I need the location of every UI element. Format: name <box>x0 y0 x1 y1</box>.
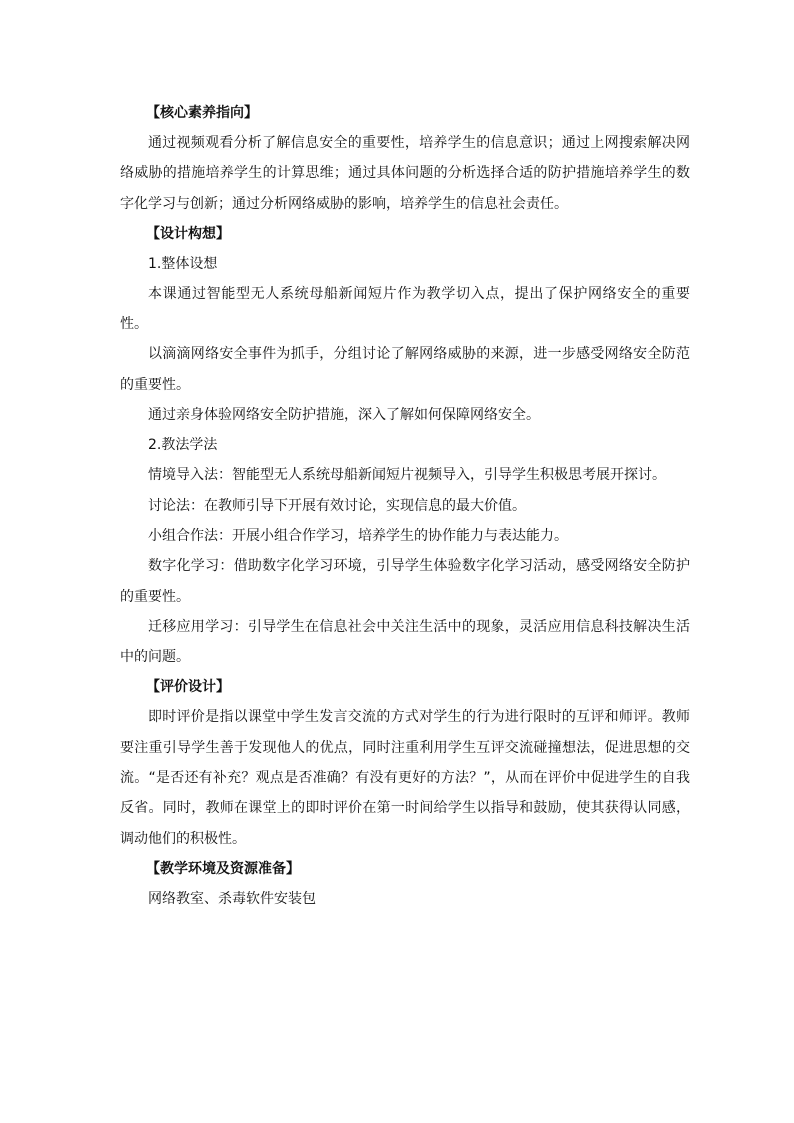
document-content <box>120 98 690 914</box>
design-paragraph-2: 以滴滴网络安全事件为抓手，分组讨论了解网络威胁的来源，进一步感受网络安全防范的重要性。 <box>120 346 690 393</box>
method-paragraph-4: 数字化学习：借助数字化学习环境，引导学生体验数字化学习活动，感受网络安全防护的重要性。 <box>120 558 690 605</box>
section-heading-environment: 【教学环境及资源准备】 <box>146 860 300 877</box>
method-paragraph-3: 小组合作法：开展小组合作学习，培养学生的协作能力与表达能力。 <box>148 527 568 544</box>
section-heading-design-concept: 【设计构想】 <box>146 225 230 242</box>
design-paragraph-3: 通过亲身体验网络安全防护措施，深入了解如何保障网络安全。 <box>148 407 540 424</box>
evaluation-paragraph: 即时评价是指以课堂中学生发言交流的方式对学生的行为进行限时的互评和师评。教师要注重引导学生善于发现他人的优点，同时注重利用学生互评交流碰撞想法，促进思想的交流。“是否还有补充？观点是否准确？有没有更好的方法？”，从而在评价中促进学生的自我反省。同时，教师在课堂上的即时评价在第一时间给学生以指导和鼓励，使其获得认同感，调动他们的积极性。 <box>120 709 690 847</box>
subheading-overall-idea: 1.整体设想 <box>148 255 218 272</box>
subheading-teaching-methods: 2.教法学法 <box>148 437 218 454</box>
section-heading-core-literacy: 【核心素养指向】 <box>146 105 258 121</box>
design-paragraph-1: 本课通过智能型无人系统母船新闻短片作为教学切入点，提出了保护网络安全的重要性。 <box>120 285 690 333</box>
section-heading-evaluation: 【评价设计】 <box>146 679 230 696</box>
method-paragraph-5: 迁移应用学习：引导学生在信息社会中关注生活中的现象，灵活应用信息科技解决生活中的问题。 <box>120 618 690 666</box>
core-literacy-paragraph: 通过视频观看分析了解信息安全的重要性，培养学生的信息意识；通过上网搜索解决网络威胁的措施培养学生的计算思维；通过具体问题的分析选择合适的防护措施培养学生的数字化学习与创新；通过分析网络威胁的影响，培养学生的信息社会责任。 <box>120 135 690 212</box>
environment-paragraph: 网络教室、杀毒软件安装包 <box>148 890 316 907</box>
method-paragraph-2: 讨论法：在教师引导下开展有效讨论，实现信息的最大价值。 <box>148 497 526 514</box>
method-paragraph-1: 情境导入法：智能型无人系统母船新闻短片视频导入，引导学生积极思考展开探讨。 <box>148 467 666 484</box>
